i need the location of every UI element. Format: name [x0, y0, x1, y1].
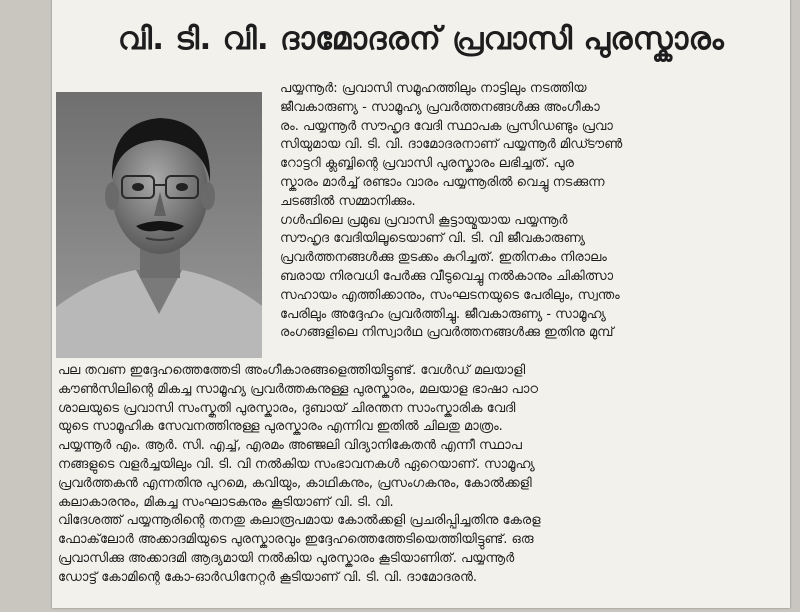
article-body-full-width: [58, 362, 784, 588]
text-line: പ്രവർത്തനങ്ങൾക്കു തുടക്കം കുറിച്ചത്. ഇതിനകം നിരാലം: [280, 250, 607, 266]
text-line: സൗഹൃദ വേദിയിലൂടെയാണ് വി. ടി. വി ജീവകാരുണ്യ: [280, 231, 586, 247]
text-line: പയ്യന്നൂർ: പ്രവാസി സമൂഹത്തിലും നാട്ടിലും നടത്തിയ: [280, 81, 587, 96]
text-line: സിയുമായ വി. ടി. വി. ദാമോദരനാണ് പയ്യന്നൂർ മിഡ്ടൗൺ: [280, 137, 623, 153]
text-line: പ്രവാസിക്കു അക്കാദമി ആദ്യമായി നൽകിയ പുരസ്കാരം കൂടിയാണിത്. പയ്യന്നൂർ: [58, 550, 515, 566]
text-line: പേരിലും അദ്ദേഹം പ്രവർത്തിച്ചു. ജീവകാരുണ്യ - സാമൂഹ്യ: [280, 306, 606, 322]
text-line: വിദേശത്ത് പയ്യന്നൂരിന്റെ തനതു കലാരൂപമായ കോൽക്കളി പ്രചരിപ്പിച്ചതിനു കേരള: [58, 513, 541, 529]
newspaper-clipping: [52, 0, 790, 608]
text-line: ബരായ നിരവധി പേർക്കു വീടുവെച്ചു നൽകാനും ചികിത്സാ: [280, 268, 614, 284]
text-line: സഹായം എത്തിക്കാനും, സംഘടനയുടെ പേരിലും, സ്വന്തം: [280, 287, 620, 303]
text-line: ചടങ്ങിൽ സമ്മാനിക്കും.: [280, 193, 416, 209]
text-line: ജീവകാരുണ്യ - സാമൂഹ്യ പ്രവർത്തനങ്ങൾക്കു അംഗീകാ: [280, 99, 600, 115]
text-line: കലാകാരനും, മികച്ച സംഘാടകനും കൂടിയാണ് വി. ടി. വി.: [58, 494, 394, 510]
text-line: ശാലയുടെ പ്രവാസി സംസ്കൃതി പുരസ്കാരം, ദുബായ് ചിരന്തന സാംസ്കാരിക വേദി: [58, 400, 516, 416]
text-line: പയ്യന്നൂർ എം. ആർ. സി. എച്ച്, എരമം അഞ്ജലി വിദ്യാനികേതൻ എന്നീ സ്ഥാപ: [58, 438, 522, 454]
article-body-right-column: [280, 80, 784, 343]
text-line: സ്കാരം മാർച്ച് രണ്ടാം വാരം പയ്യന്നൂരിൽ വെച്ചു നടക്കുന്ന: [280, 174, 605, 190]
text-line: റോട്ടറി ക്ലബ്ബിന്റെ പ്രവാസി പുരസ്കാരം ലഭിച്ചത്. പുര: [280, 156, 574, 172]
text-line: കൗൺസിലിന്റെ മികച്ച സാമൂഹ്യ പ്രവർത്തകനുള്ള പുരസ്കാരം, മലയാള ഭാഷാ പാഠ: [58, 381, 539, 397]
headline: വി. ടി. വി. ദാമോദരന് പ്രവാസി പുരസ്കാരം: [117, 21, 724, 57]
text-line: രംഗങ്ങളിലെ നിസ്വാർഥ പ്രവർത്തനങ്ങൾക്കു ഇതിനു മുമ്പ്: [280, 325, 614, 341]
text-line: പല തവണ ഇദ്ദേഹത്തെത്തേടി അംഗീകാരങ്ങളെത്തിയിട്ടുണ്ട്. വേൾഡ് മലയാളി: [58, 363, 526, 378]
text-line: യുടെ സാമൂഹിക സേവനത്തിനുള്ള പുരസ്കാരം എന്നിവ ഇതിൽ ചിലതു മാത്രം.: [58, 419, 503, 435]
text-line: ഡോട്ട് കോമിന്റെ കോ-ഓർഡിനേറ്റർ കൂടിയാണ് വി. ടി. വി. ദാമോദരൻ.: [58, 569, 478, 585]
text-line: രം. പയ്യന്നൂർ സൗഹൃദ വേദി സ്ഥാപക പ്രസിഡണ്ടും പ്രവാ: [280, 118, 613, 134]
text-line: ഫോക്‌ലോർ അക്കാദമിയുടെ പുരസ്കാരവും ഇദ്ദേഹത്തെത്തേടിയെത്തിയിട്ടുണ്ട്. ഒരു: [58, 532, 534, 548]
text-line: പ്രവർത്തകൻ എന്നതിനു പുറമെ, കവിയും, കാഥികനും, പ്രസംഗകനും, കോൽക്കളി: [58, 475, 532, 491]
text-line: ഗൾഫിലെ പ്രമുഖ പ്രവാസി കൂട്ടായ്മയായ പയ്യന്നൂർ: [280, 212, 568, 228]
text-line: നങ്ങളുടെ വളർച്ചയിലും വി. ടി. വി നൽകിയ സംഭാവനകൾ ഏറെയാണ്. സാമൂഹ്യ: [58, 456, 535, 472]
portrait-illustration: [56, 92, 262, 358]
portrait-photo: [56, 92, 262, 358]
